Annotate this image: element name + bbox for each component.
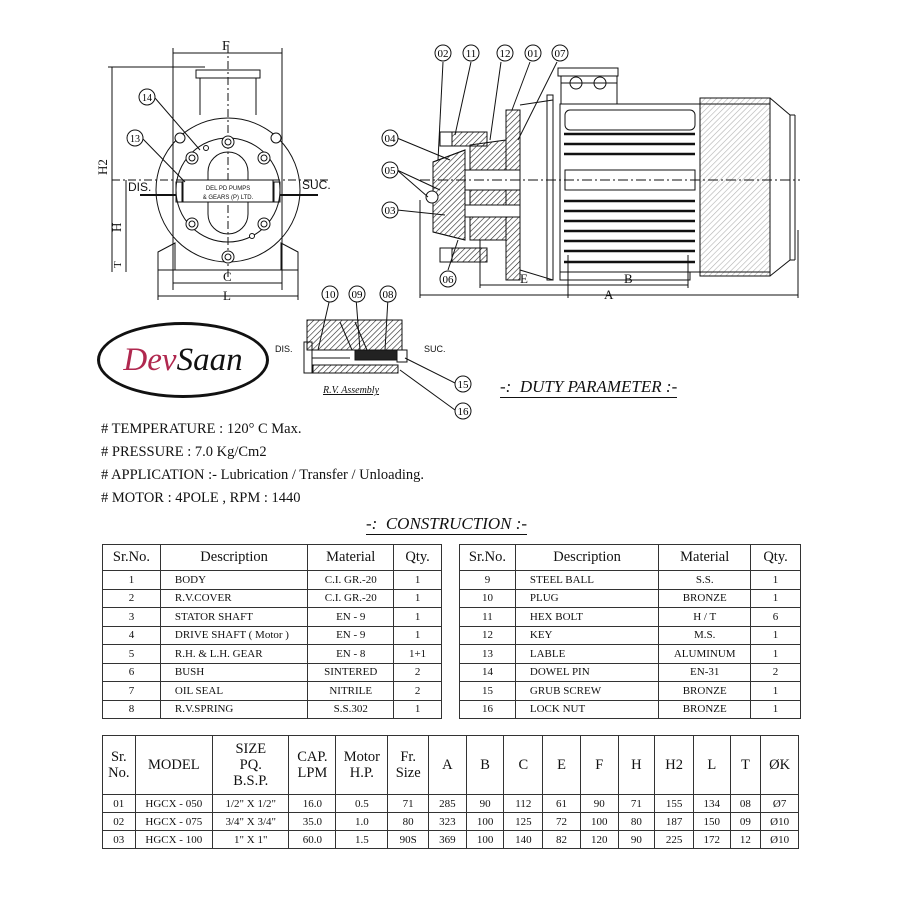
table-row: 6 BUSH SINTERED 2: [103, 663, 442, 682]
rv-assembly-title: R.V. Assembly: [323, 385, 380, 396]
table-row: 15 GRUB SCREW BRONZE 1: [460, 682, 801, 701]
svg-text:06: 06: [442, 274, 454, 286]
table-row: 02 HGCX - 075 3/4" X 3/4" 35.0 1.0 80 323 100 125 72 100 80 187 150 09 Ø10: [103, 813, 799, 831]
svg-text:03: 03: [384, 205, 396, 217]
suc-label: SUC.: [302, 178, 331, 192]
svg-text:DEL PD PUMPS: DEL PD PUMPS: [205, 186, 251, 192]
svg-text:16: 16: [457, 406, 469, 418]
dimension-A: A: [604, 287, 614, 302]
svg-text:05: 05: [384, 165, 396, 177]
svg-text:09: 09: [351, 289, 363, 301]
table-row: 1 BODY C.I. GR.-20 1: [103, 571, 442, 590]
dimension-C: C: [223, 269, 232, 284]
table-row: 3 STATOR SHAFT EN - 9 1: [103, 608, 442, 627]
dimension-H2: H2: [95, 159, 110, 175]
table-row: 10 PLUG BRONZE 1: [460, 589, 801, 608]
table-row: 14 DOWEL PIN EN-31 2: [460, 663, 801, 682]
construction-table-left: [102, 544, 442, 719]
param-temperature: # TEMPERATURE : 120° C Max.: [101, 421, 302, 437]
side-view-drawing: [397, 62, 800, 298]
dimension-B: B: [624, 271, 633, 286]
svg-text:01: 01: [527, 48, 539, 60]
table-header-row: Sr.No. Description Material Qty.: [460, 545, 801, 571]
param-motor: # MOTOR : 4POLE , RPM : 1440: [101, 490, 301, 506]
svg-text:& GEARS (P) LTD.: & GEARS (P) LTD.: [202, 195, 254, 201]
rv-dis-label: DIS.: [275, 344, 293, 354]
model-dimensions-table: [102, 735, 799, 849]
table-header-row: Sr.No. Description Material Qty.: [103, 545, 442, 571]
table-row: 7 OIL SEAL NITRILE 2: [103, 682, 442, 701]
construction-table-right: [459, 544, 801, 719]
table-header-row: Sr. No. MODEL SIZE PQ. B.S.P. CAP. LPM Motor H.P. Fr. Size A B C E F H H2 L T ØK: [103, 736, 799, 795]
table-row: 16 LOCK NUT BRONZE 1: [460, 700, 801, 719]
table-row: 12 KEY M.S. 1: [460, 626, 801, 645]
svg-text:02: 02: [437, 48, 449, 60]
svg-text:13: 13: [130, 134, 140, 145]
table-row: 01 HGCX - 050 1/2" X 1/2" 16.0 0.5 71 285 90 112 61 90 71 155 134 08 Ø7: [103, 795, 799, 813]
logo-dev-text: Dev: [123, 341, 177, 378]
dimension-T: T: [112, 261, 124, 268]
duty-parameter-heading: -: DUTY PARAMETER :-: [500, 377, 678, 396]
dimension-E: E: [520, 271, 528, 286]
dimension-H: H: [109, 222, 124, 232]
table-row: 11 HEX BOLT H / T 6: [460, 608, 801, 627]
svg-text:15: 15: [457, 379, 469, 391]
devsaan-logo: [97, 322, 269, 398]
svg-text:08: 08: [382, 289, 394, 301]
table-row: 03 HGCX - 100 1" X 1" 60.0 1.5 90S 369 100 140 82 120 90 225 172 12 Ø10: [103, 831, 799, 849]
front-callouts: [127, 89, 155, 146]
table-row: 5 R.H. & L.H. GEAR EN - 8 1+1: [103, 645, 442, 664]
svg-text:11: 11: [465, 48, 477, 60]
table-row: 13 LABLE ALUMINUM 1: [460, 645, 801, 664]
table-row: 8 R.V.SPRING S.S.302 1: [103, 700, 442, 719]
dimension-L: L: [223, 288, 231, 303]
table-row: 9 STEEL BALL S.S. 1: [460, 571, 801, 590]
front-view-drawing: [108, 45, 330, 300]
table-row: 4 DRIVE SHAFT ( Motor ) EN - 9 1: [103, 626, 442, 645]
param-application: # APPLICATION :- Lubrication / Transfer / Unloading.: [101, 467, 425, 483]
logo-saan-text: Saan: [176, 341, 243, 378]
svg-text:10: 10: [324, 289, 336, 301]
dis-label: DIS.: [128, 180, 152, 194]
svg-text:04: 04: [384, 133, 396, 145]
duty-parameters-list: [101, 418, 424, 510]
construction-heading: -: CONSTRUCTION :-: [366, 514, 528, 533]
svg-text:14: 14: [142, 93, 152, 104]
rv-suc-label: SUC.: [424, 344, 446, 354]
table-row: 2 R.V.COVER C.I. GR.-20 1: [103, 589, 442, 608]
param-pressure: # PRESSURE : 7.0 Kg/Cm2: [101, 444, 267, 460]
svg-text:07: 07: [554, 48, 566, 60]
dimension-F: F: [222, 39, 230, 54]
svg-text:12: 12: [499, 48, 511, 60]
